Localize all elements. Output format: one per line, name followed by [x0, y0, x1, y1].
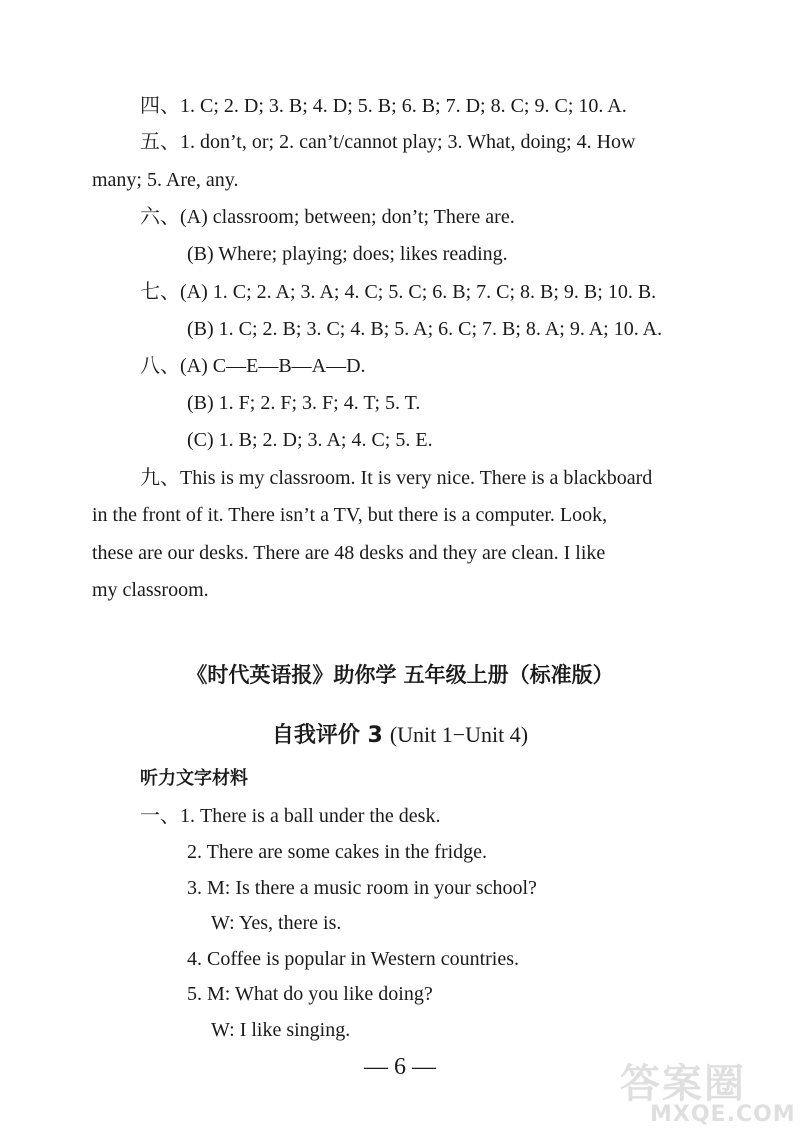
answer-section-9-line-4: my classroom.: [92, 579, 209, 601]
answer-section-9-line-1: 九、This is my classroom. It is very nice. There is a blackboard: [140, 467, 653, 489]
watermark-url: MXQE.COM: [650, 1102, 796, 1127]
answer-section-8-a: 八、(A) C—E—B—A—D.: [140, 355, 366, 377]
answer-section-5-line-2: many; 5. Are, any.: [92, 169, 239, 191]
listening-item-2: 2. There are some cakes in the fridge.: [187, 841, 488, 863]
listening-item-5-question: 5. M: What do you like doing?: [187, 983, 433, 1005]
listening-item-3-answer: W: Yes, there is.: [211, 912, 342, 934]
answer-section-7-a: 七、(A) 1. C; 2. A; 3. A; 4. C; 5. C; 6. B; 7. C; 8. B; 9. B; 10. B.: [140, 281, 657, 303]
watermark-text: 答案圈: [620, 1061, 746, 1107]
book-title: 《时代英语报》助你学 五年级上册（标准版）: [186, 663, 614, 687]
answer-section-9-line-2: in the front of it. There isn’t a TV, but there is a computer. Look,: [92, 504, 608, 526]
listening-heading: 听力文字材料: [140, 768, 248, 789]
listening-item-1: 一、1. There is a ball under the desk.: [140, 805, 441, 827]
test-title: [0, 720, 800, 751]
answer-section-6-b: (B) Where; playing; does; likes reading.: [187, 243, 508, 265]
answer-section-6-a: 六、(A) classroom; between; don’t; There are.: [140, 206, 515, 228]
listening-item-4: 4. Coffee is popular in Western countries.: [187, 948, 520, 970]
answer-section-8-b: (B) 1. F; 2. F; 3. F; 4. T; 5. T.: [187, 392, 421, 414]
answer-section-5-line-1: 五、1. don’t, or; 2. can’t/cannot play; 3. What, doing; 4. How: [140, 131, 636, 153]
listening-item-5-answer: W: I like singing.: [211, 1019, 351, 1041]
answer-section-8-c: (C) 1. B; 2. D; 3. A; 4. C; 5. E.: [187, 429, 433, 451]
listening-item-3-question: 3. M: Is there a music room in your school?: [187, 877, 537, 899]
answer-section-9-line-3: these are our desks. There are 48 desks and they are clean. I like: [92, 542, 606, 564]
watermark-logo: [610, 1052, 796, 1130]
test-title-units: (Unit 1−Unit 4): [389, 722, 529, 747]
answer-section-4: 四、1. C; 2. D; 3. B; 4. D; 5. B; 6. B; 7. D; 8. C; 9. C; 10. A.: [140, 95, 627, 117]
page-number: — 6 —: [364, 1054, 436, 1080]
test-title-chinese: 自我评价 3: [271, 723, 383, 748]
answer-section-7-b: (B) 1. C; 2. B; 3. C; 4. B; 5. A; 6. C; 7. B; 8. A; 9. A; 10. A.: [187, 318, 663, 340]
